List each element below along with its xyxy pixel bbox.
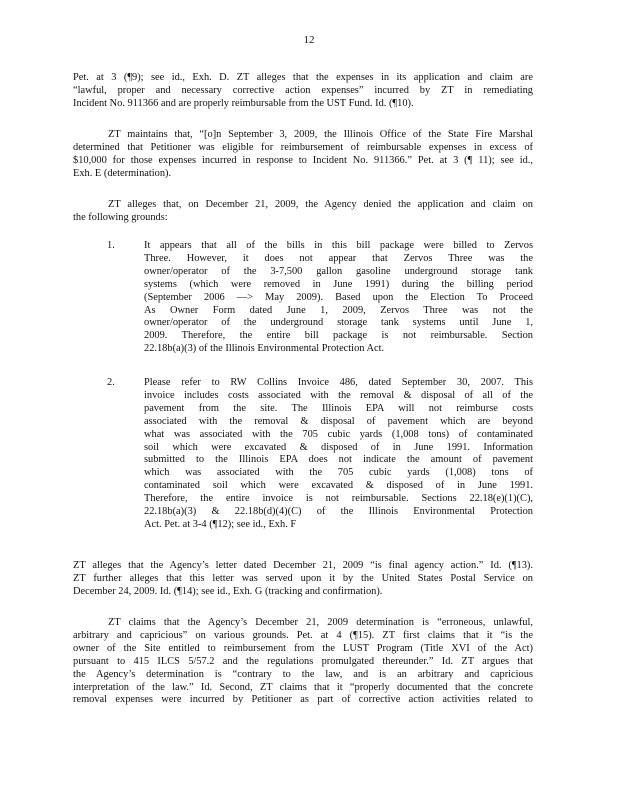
text-line: $10,000 for those expenses incurred in response to Incident No. 911366.” Pet. at 3 (¶ 11); see id.,	[73, 154, 533, 166]
text-line: Incident No. 911366 and are properly reimbursable from the UST Fund. Id. (¶10).	[73, 97, 414, 109]
text-line: the Agency’s determination is “contrary to the law, and is an arbitrary and capricious	[73, 668, 533, 680]
text-line: systems (which were removed in June 1991) during the billing period	[144, 278, 533, 290]
text-line: Please refer to RW Collins Invoice 486, dated September 30, 2007. This	[144, 377, 533, 388]
text-line: 22.18b(a)(3) & 22.18b(d)(4)(C) of the Illinois Environmental Protection	[144, 506, 533, 518]
text-line: It appears that all of the bills in this bill package were billed to Zervos	[144, 240, 533, 251]
list-item-body	[144, 377, 533, 532]
text-line: removal expenses were incurred by Petitioner as part of corrective action activities related to	[73, 694, 533, 706]
text-line: (September 2006 —> May 2009). Based upon the Election To Proceed	[144, 291, 533, 303]
text-line: owner of the Site entitled to reimbursement from the LUST Program (Title XVI of the Act)	[73, 642, 533, 654]
text-line: ZT alleges that, on December 21, 2009, the Agency denied the application and claim on	[108, 199, 533, 210]
text-line: Three. However, it does not appear that Zervos Three was the	[144, 252, 533, 264]
text-line: “lawful, proper and necessary corrective action expenses” incurred by ZT in remediating	[73, 84, 533, 96]
text-line: soil which were excavated & disposed of in June 1991. Information	[144, 441, 533, 453]
text-line: December 24, 2009. Id. (¶14); see id., Exh. G (tracking and confirmation).	[73, 585, 383, 597]
text-line: ZT maintains that, “[o]n September 3, 2009, the Illinois Office of the State Fire Marshal	[108, 129, 533, 140]
text-line: 22.18b(a)(3) of the Illinois Environmental Protection Act.	[144, 343, 385, 355]
text-line: pavement from the site. The Illinois EPA will not reimburse costs	[144, 402, 533, 414]
text-line: invoice includes costs associated with the removal & disposal of all of the	[144, 389, 533, 401]
text-line: As Owner Form dated June 1, 2009, Zervos Three was not the	[144, 304, 533, 316]
paragraph-denial-grounds	[73, 199, 533, 225]
text-line: which was associated with the 705 cubic yards (1,008) tons of	[144, 467, 533, 479]
text-line: what was associated with the 705 cubic yards (1,008 tons) of contaminated	[144, 428, 533, 440]
text-line: Exh. E (determination).	[73, 167, 172, 179]
list-number: 2.	[107, 377, 115, 388]
text-line: 2009. Therefore, the entire bill package is not reimbursable. Section	[144, 330, 533, 342]
paragraph-final-agency-action	[73, 560, 533, 599]
list-item-body	[144, 240, 533, 356]
text-line: owner/operator of the underground storage tank systems until June 1,	[144, 317, 533, 329]
text-line: submitted to the Illinois EPA does not indicate the amount of pavement	[144, 454, 533, 466]
text-line: associated with the removal & disposal of pavement which are beyond	[144, 415, 533, 427]
text-line: ZT further alleges that this letter was served upon it by the United States Postal Service on	[73, 572, 533, 584]
text-line: Act. Pet. at 3-4 (¶12); see id., Exh. F	[144, 518, 297, 530]
text-line: Pet. at 3 (¶9); see id., Exh. D. ZT alleges that the expenses in its application and claim are	[73, 72, 533, 83]
text-line: contaminated soil which were excavated & disposed of in June 1991.	[144, 480, 533, 492]
paragraph-fire-marshal	[73, 129, 533, 181]
page-number: 12	[303, 34, 315, 46]
paragraph-exhibit-d	[73, 72, 533, 111]
text-line: ZT alleges that the Agency’s letter dated December 21, 2009 “is final agency action.” Id. (¶13).	[73, 560, 533, 571]
text-line: the following grounds:	[73, 211, 168, 223]
text-line: arbitrary and capricious” on various grounds. Pet. at 4 (¶15). ZT first claims that it “is the	[73, 629, 533, 641]
text-line: Therefore, the entire invoice is not reimbursable. Sections 22.18(e)(1)(C),	[144, 493, 533, 505]
text-line: interpretation of the law.” Id. Second, ZT claims that it “properly documented that the concrete	[73, 681, 533, 693]
paragraph-zt-claims	[73, 617, 533, 707]
text-line: pursuant to 415 ILCS 5/57.2 and the regulations promulgated thereunder.” Id. ZT argues that	[73, 655, 533, 667]
text-line: ZT claims that the Agency’s December 21, 2009 determination is “erroneous, unlawful,	[108, 617, 533, 628]
text-line: owner/operator of the 3-7,500 gallon gasoline underground storage tank	[144, 265, 533, 277]
text-line: determined that Petitioner was eligible for reimbursement of reimbursable expenses in excess of	[73, 141, 533, 153]
list-number: 1.	[107, 240, 115, 251]
